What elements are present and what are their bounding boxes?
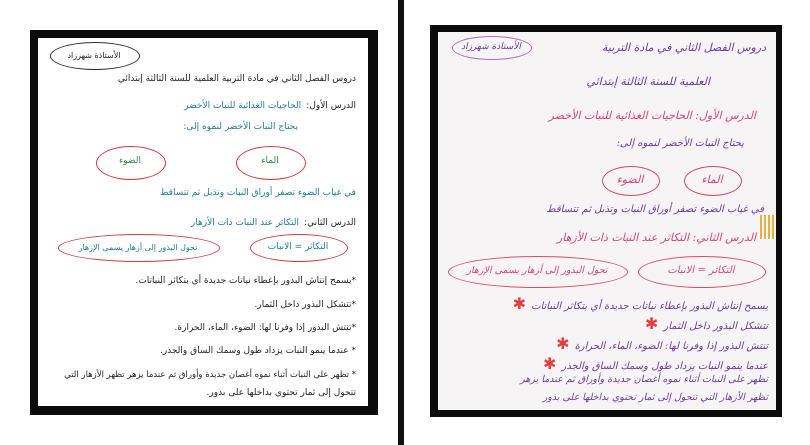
poster-light-label: الضوء (616, 173, 644, 186)
bullet-icon: ✱ (512, 294, 526, 313)
poster-line-6: تظهر الأزهار التي تتحول إلى ثمار تحتوي بداخلها على بذور (542, 392, 768, 403)
lesson2-prefix: الدرس الثاني: (304, 218, 356, 228)
reproduction-cloud-label: التكاثر = الانبات (267, 242, 329, 252)
worksheet-header: دروس الفصل الثاني في مادة التربية العلمية للسنة الثالثة إبتدائي (117, 74, 356, 84)
bullet-icon: ✱ (556, 334, 570, 353)
light-cloud-label: الضوء (119, 156, 141, 166)
poster-needs: يحتاج النبات الأخضر لنموه إلى: (616, 138, 744, 149)
poster-water-label: الماء (701, 173, 723, 186)
lesson1-prefix: الدرس الأول: (306, 101, 356, 111)
poster-line-2-text: تتشكل البذور داخل الثمار (663, 321, 768, 332)
poster-line-3-text: تنتش البذور إذا وفرنا لها: الضوء، الماء، الحرارة (574, 341, 768, 352)
poster-line-5: تظهر على النبات أثناء نموه أغصان جديدة وأوراق ثم عندما يزهر (520, 374, 768, 385)
lesson2-title: التكاثر عند النبات ذات الأزهار (190, 218, 299, 228)
center-divider (398, 0, 404, 445)
line-6: تتحول إلى ثمار تحتوي بداخلها على بذور. (206, 388, 356, 398)
line-3: *تنتش البذور إذا وفرنا لها: الضوء، الماء، الحرارة. (174, 323, 356, 333)
bullet-icon: ✱ (543, 354, 557, 373)
handwritten-poster (438, 32, 776, 410)
line-4: * عندما ينمو النبات يزداد طول وسمك الساق والجذر. (159, 346, 356, 356)
poster-line-1 (513, 294, 768, 313)
needs-text: يحتاج النبات الأخضر لنموه إلى: (183, 122, 298, 132)
typed-worksheet (38, 38, 368, 406)
bullet-icon: ✱ (644, 314, 659, 333)
no-light-text: في غياب الضوء تصفر أوراق النبات وتذبل ثم تتساقط (160, 188, 356, 198)
poster-seeds-label: تحول البذور إلى أزهار يسمى الإزهار (466, 265, 608, 276)
highlight-stripes (760, 215, 774, 239)
line-5: * تظهر على النبات أثناء نموه أغصان جديدة وأوراق ثم عندما يزهر تظهر الأزهار التي (64, 370, 356, 380)
poster-line-4 (543, 354, 768, 373)
poster-lesson2: الدرس الثاني: التكاثر عند النبات ذات الأزهار (556, 231, 756, 244)
seeds-cloud-label: تحول البذور إلى أزهار يسمى الإزهار (78, 243, 198, 252)
poster-header-2: العلمية للسنة الثالثة إبتدائي (586, 75, 710, 88)
poster-line-4-text: عندما ينمو النبات يزداد طول وسمك الساق والجذر (561, 361, 768, 372)
line-2: *تتشكل البذور داخل الثمار. (254, 300, 356, 310)
line-1: *يسمح إنتاش البذور بإعطاء نباتات جديدة أي بتكاثر النباتات. (135, 276, 356, 286)
poster-header-1: دروس الفصل الثاني في مادة التربية (602, 41, 766, 54)
poster-reproduction-label: التكاثر = الانبات (667, 265, 735, 276)
lesson2-heading (191, 210, 356, 229)
poster-lesson1: الدرس الأول: الحاجيات الغذائية للنبات الأخضر (548, 109, 756, 122)
poster-no-light: في غياب الضوء تصفر أوراق النبات وتذبل ثم تتساقط (546, 204, 764, 215)
teacher-badge: الأستاذة شهرزاد (67, 51, 121, 60)
lesson1-title: الحاجيات الغذائية للنبات الأخضر (184, 101, 302, 111)
poster-line-3 (556, 334, 768, 353)
poster-line-1-text: يسمح إنتاش البذور بإعطاء نباتات جديدة أي بتكاثر النباتات (531, 301, 768, 312)
lesson1-heading (184, 93, 356, 112)
poster-teacher-badge: الأستاذة شهرزاد (461, 42, 521, 52)
poster-line-2 (645, 314, 768, 333)
water-cloud-label: الماء (261, 156, 279, 166)
